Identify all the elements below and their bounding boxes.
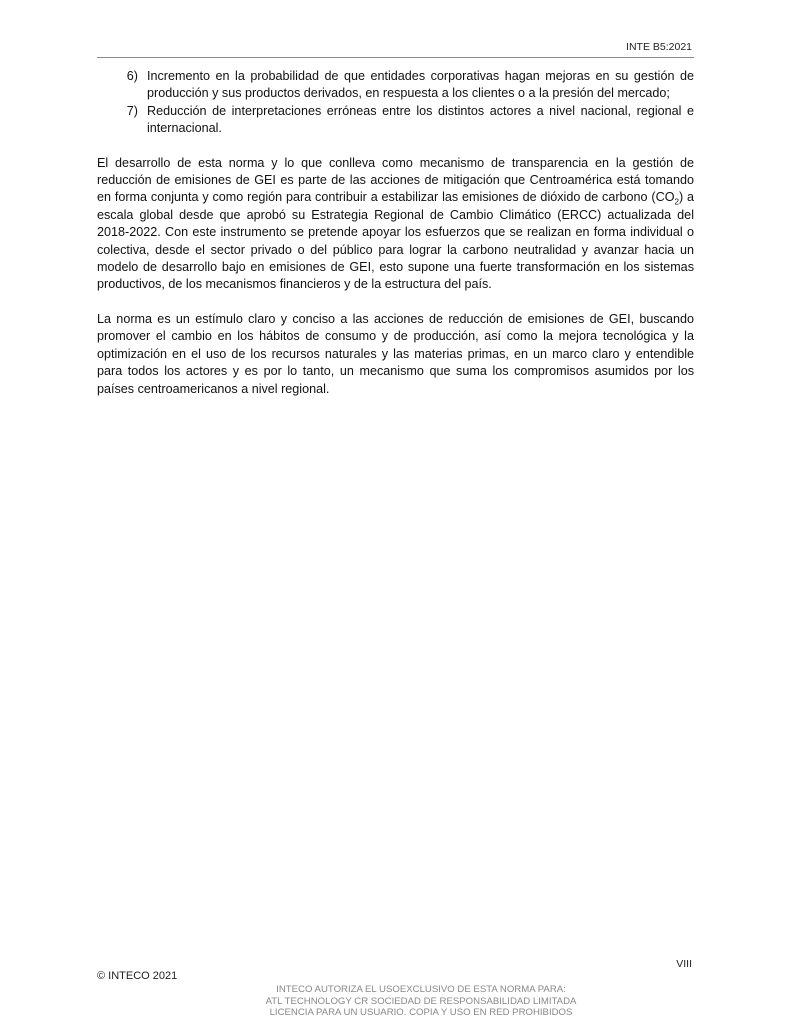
license-line: ATL TECHNOLOGY CR SOCIEDAD DE RESPONSABILIDAD LIMITADA	[265, 995, 577, 1007]
subscript: 2	[674, 197, 679, 207]
license-line: LICENCIA PARA UN USUARIO. COPIA Y USO EN RED PROHIBIDOS	[269, 1007, 573, 1018]
list-item-number: 6)	[126, 69, 138, 83]
list-item-text: Incremento en la probabilidad de que entidades corporativas hagan mejoras en su gestión de producción y sus productos derivados, en respuesta a los clientes o a la presión del mercado;	[147, 69, 694, 101]
standard-code: INTE B5:2021	[626, 41, 692, 53]
list-item-text: Reducción de interpretaciones erróneas entre los distintos actores a nivel nacional, regional e internacional.	[147, 103, 694, 136]
header-divider	[97, 57, 694, 58]
list-item-number: 7)	[126, 103, 138, 118]
benefits-list	[97, 68, 694, 138]
license-notice	[0, 984, 792, 1019]
list-item	[97, 68, 694, 103]
paragraph-text: El desarrollo de esta norma y lo que conlleva como mecanismo de transparencia en la gestión de reducción de emisiones de GEI es parte de las acciones de mitigación que Centroamérica está tomando en forma conjunta y como región para contribuir a estabilizar las emisiones de dióxido de carbono (CO	[97, 155, 694, 205]
paragraph-stimulus: La norma es un estímulo claro y conciso a las acciones de reducción de emisiones de GEI, buscando promover el cambio en los hábitos de consumo y de producción, así como la mejora tecnológica y la optimización en el uso de los recursos naturales y las materias primas, en un marco claro y entendible para todos los actores y es por lo tanto, un mecanismo que suma los compromisos asumidos por los países centroamericanos a nivel regional.	[97, 311, 694, 396]
paragraph-text: ) a escala global desde que aprobó su Estrategia Regional de Cambio Climático (ERCC) actualizada del 2018-2022. Con este instrumento se pretende apoyar los esfuerzos que se realizan en forma individual o colectiva, desde el sector privado o del público para lograr la carbono neutralidad y avanzar hacia un modelo de desarrollo bajo en emisiones de GEI, esto supone una fuerte transformación en los sistemas productivos, de los mecanismos financieros y de la estructura del país.	[97, 190, 694, 292]
copyright: © INTECO 2021	[97, 970, 178, 982]
page-number: VIII	[676, 958, 692, 970]
list-item	[97, 103, 694, 138]
paragraph-development	[97, 155, 694, 294]
license-line: INTECO AUTORIZA EL USOEXCLUSIVO DE ESTA NORMA PARA:	[276, 984, 566, 995]
page-content	[97, 68, 694, 398]
